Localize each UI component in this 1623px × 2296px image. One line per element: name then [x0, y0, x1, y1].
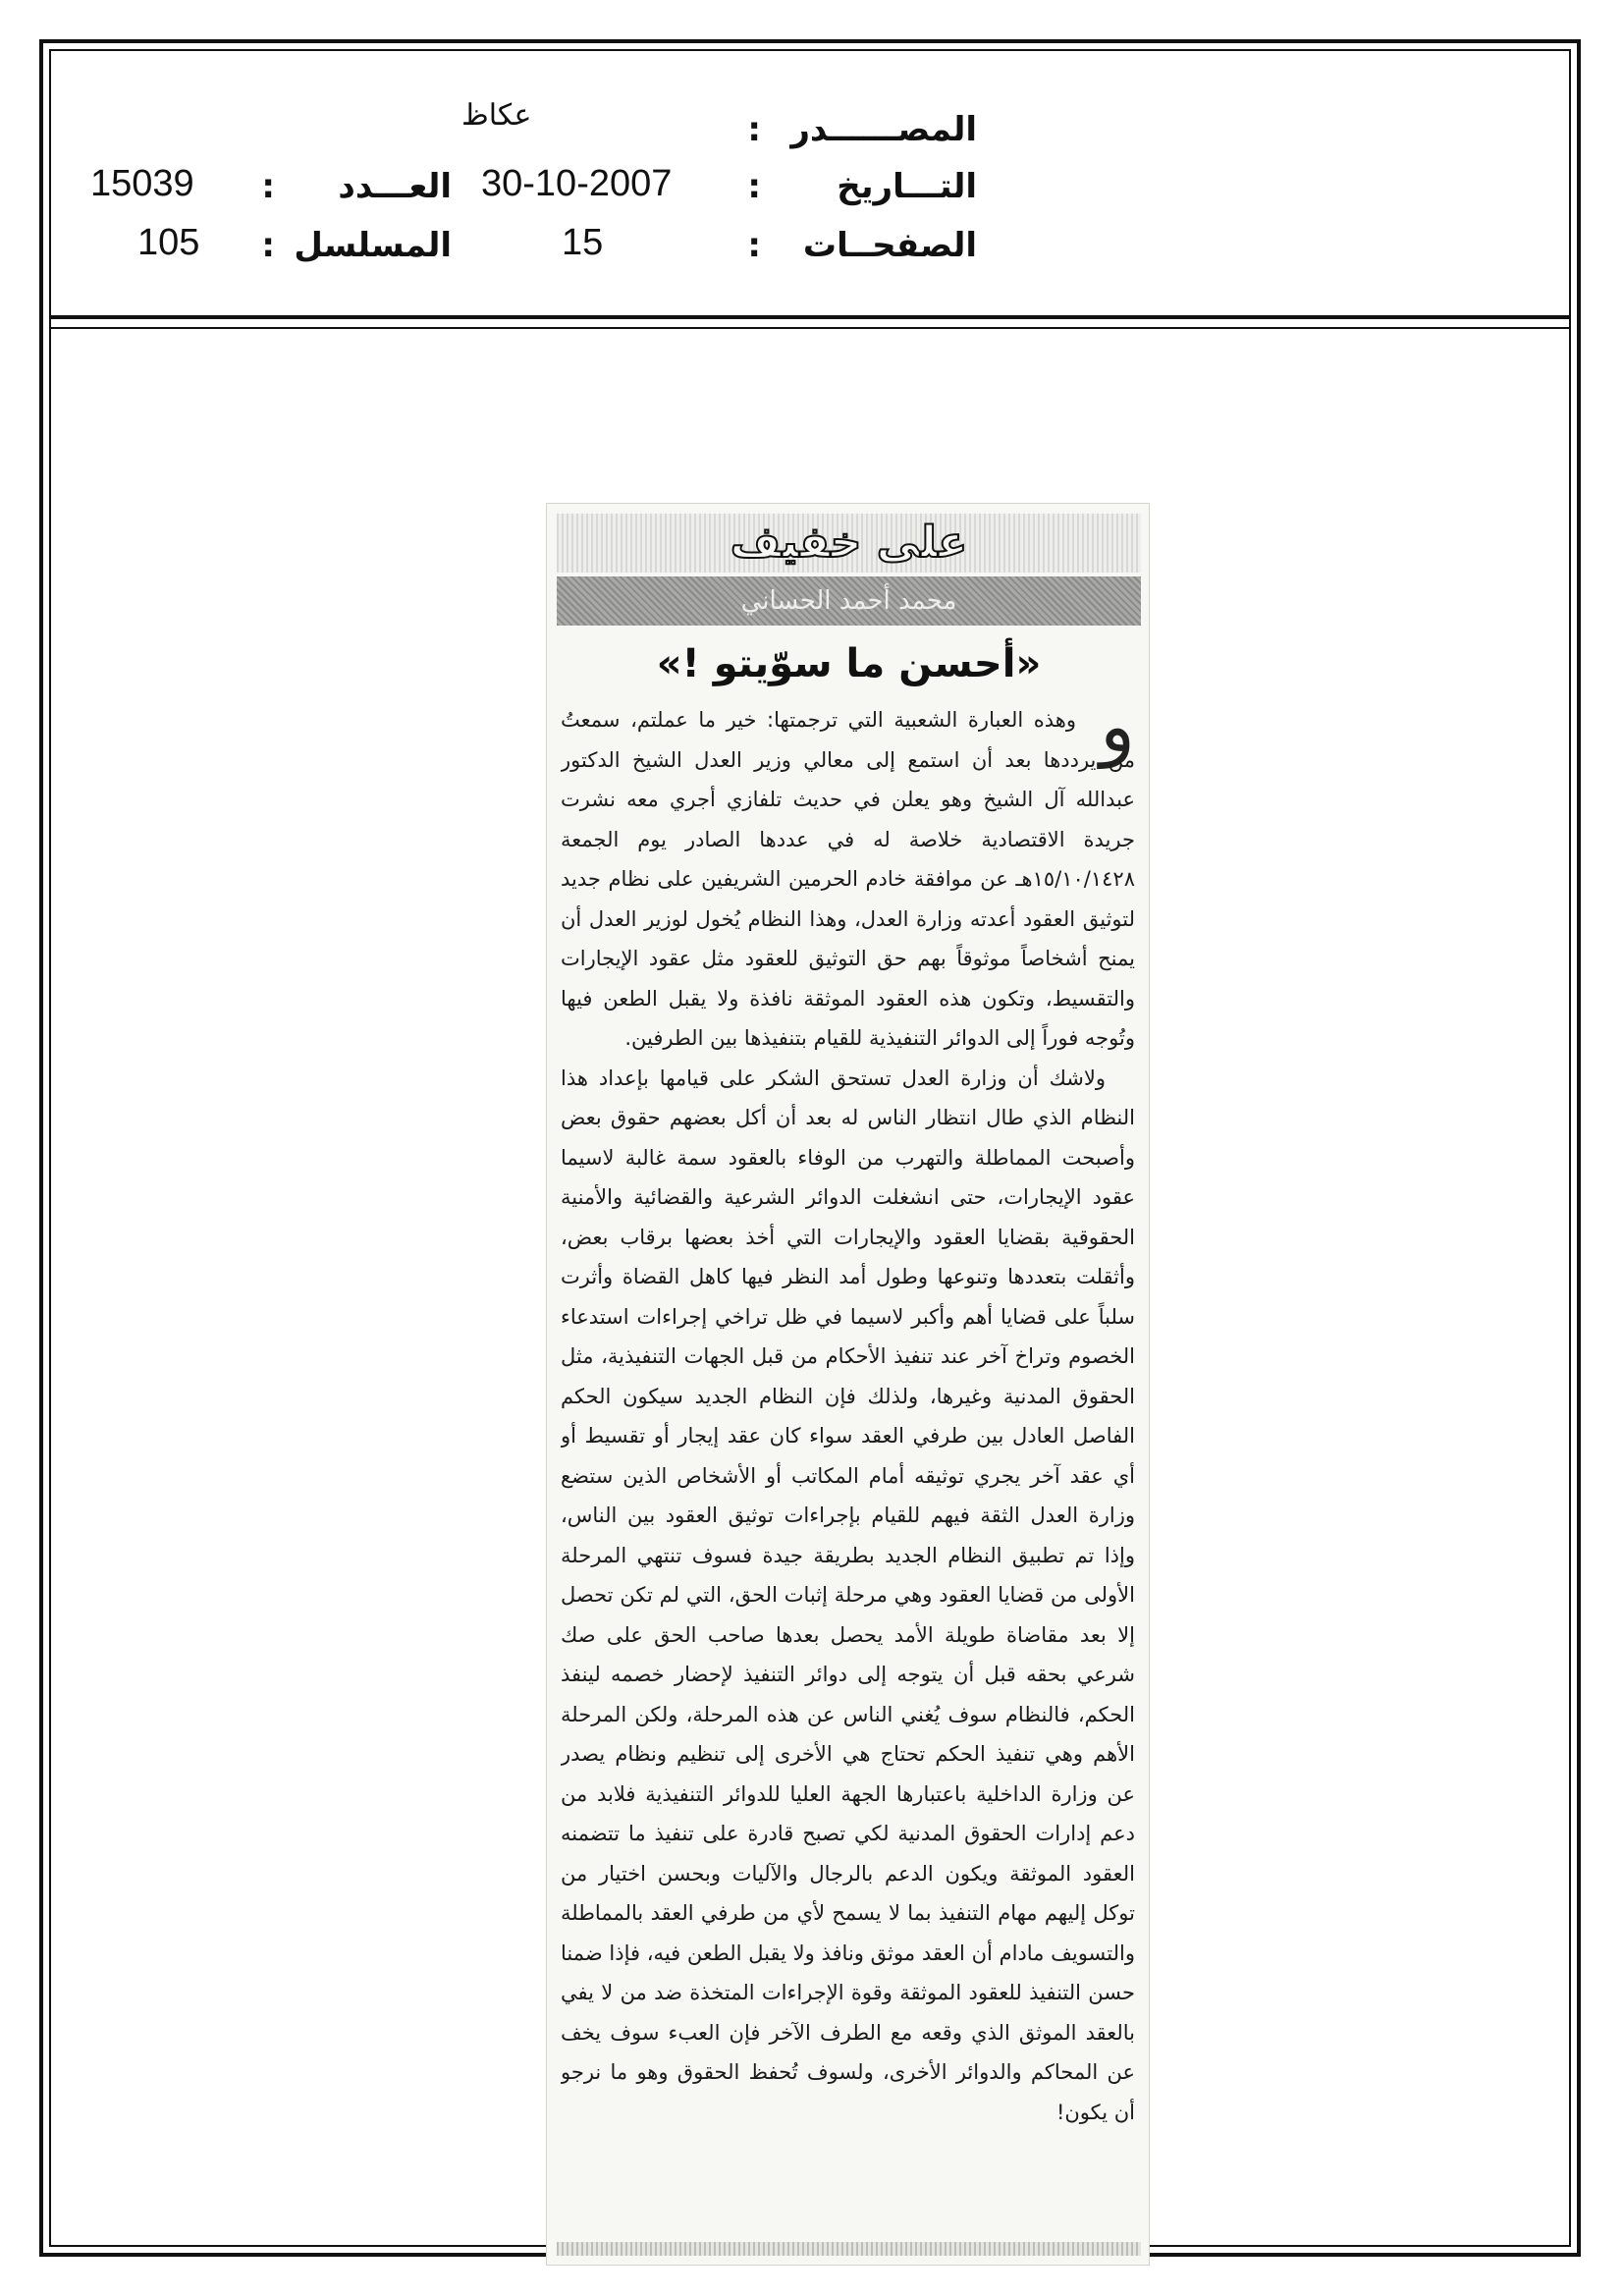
source-label: المصــــــدر	[790, 110, 977, 149]
article-body	[561, 700, 1135, 2222]
clipping-bottom-band	[557, 2242, 1141, 2256]
article-title: «أحسن ما سوّيتو !»	[656, 641, 1042, 686]
article-paragraph-1: وهذه العبارة الشعبية التي ترجمتها: خير ما عملتم، سمعتُ من يرددها بعد أن استمع إلى معالي وزير العدل الشيخ الدكتور عبدالله آل الشيخ وهو يعلن في حديث تلفازي أجري معه نشرت جريدة الاقتصادية خلاصة له في عددها الصادر يوم الجمعة ١٥/١٠/١٤٢٨هـ عن موافقة خادم الحرمين الشريفين على نظام جديد لتوثيق العقود أعدته وزارة العدل، وهذا النظام يُخول لوزير العدل أن يمنح أشخاصاً موثوقاً بهم حق التوثيق للعقود مثل عقود الإيجارات والتقسيط، وتكون هذه العقود الموثقة نافذة ولا يقبل الطعن فيها وتُوجه فوراً إلى الدوائر التنفيذية للقيام بتنفيذها بين الطرفين.	[561, 708, 1135, 1050]
issue-value: 15039	[90, 163, 194, 204]
source-value: عكاظ	[461, 99, 532, 132]
author-band	[557, 576, 1141, 626]
serial-label: المسلسل	[294, 226, 452, 265]
column-logo-band	[557, 514, 1141, 573]
column-logo: على خفيف	[730, 518, 968, 568]
serial-colon: :	[261, 226, 275, 265]
serial-value: 105	[137, 222, 200, 263]
date-label: التـــاريخ	[837, 167, 977, 206]
author-name: محمد أحمد الحساني	[740, 586, 957, 616]
pages-label: الصفحــات	[802, 226, 977, 265]
opening-quote-glyph: و	[1100, 684, 1135, 769]
pages-value: 15	[562, 222, 604, 263]
metadata-header	[49, 49, 1571, 319]
header-separator	[49, 327, 1571, 329]
article-paragraph-2: ولاشك أن وزارة العدل تستحق الشكر على قيامها بإعداد هذا النظام الذي طال انتظار الناس له بعد أن أكل بعضهم حقوق بعض وأصبحت المماطلة والتهرب من الوفاء بالعقود سمة غالبة لاسيما عقود الإيجارات، حتى انشغلت الدوائر الشرعية والقضائية والأمنية الحقوقية بقضايا العقود والإيجارات التي أخذ بعضها برقاب بعض، وأثقلت بتعددها وتنوعها وطول أمد النظر فيها كاهل القضاة وأثرت سلباً على قضايا أهم وأكبر لاسيما في ظل تراخي إجراءات استدعاء الخصوم وتراخ آخر عند تنفيذ الأحكام من قبل الجهات التنفيذية، مثل الحقوق المدنية وغيرها، ولذلك فإن النظام الجديد سيكون الحكم الفاصل العادل بين طرفي العقد سواء كان عقد إيجار أو تقسيط أو أي عقد آخر يجري توثيقه أمام المكاتب أو الأشخاص الذين ستضع وزارة العدل الثقة فيهم للقيام بإجراءات توثيق العقود بين الناس، وإذا تم تطبيق النظام الجديد بطريقة جيدة فسوف تنتهي المرحلة الأولى من قضايا العقود وهي مرحلة إثبات الحق، التي لم تكن تحصل إلا بعد مقاضاة طويلة الأمد يحصل بعدها صاحب الحق على صك شرعي بحقه قبل أن يتوجه إلى دوائر التنفيذ لإحضار خصمه لينفذ الحكم، فالنظام سوف يُغني الناس عن هذه المرحلة، ولكن المرحلة الأهم وهي تنفيذ الحكم تحتاج هي الأخرى إلى تنظيم ونظام يصدر عن وزارة الداخلية باعتبارها الجهة العليا للدوائر التنفيذية فلابد من دعم إدارات الحقوق المدنية لكي تصبح قادرة على تنفيذ ما تتضمنه العقود الموثقة ويكون الدعم بالرجال والآليات وبحسن اختيار من توكل إليهم مهام التنفيذ بما لا يسمح لأي من طرفي العقد بالمماطلة والتسويف مادام أن العقد موثق ونافذ ولا يقبل الطعن فيه، فإذا ضمنا حسن التنفيذ للعقود الموثقة وقوة الإجراءات المتخذة ضد من لا يفي بالعقد الموثق الذي وقعه مع الطرف الآخر فإن العبء سوف يخف عن المحاكم والدوائر الأخرى، ولسوف تُحفظ الحقوق وهو ما نرجو أن يكون!	[561, 1066, 1135, 2124]
issue-label: العـــدد	[338, 167, 452, 206]
source-colon: :	[747, 110, 761, 149]
newspaper-clipping	[546, 503, 1150, 2266]
date-colon: :	[747, 167, 761, 206]
date-value: 30-10-2007	[481, 163, 673, 204]
issue-colon: :	[261, 167, 275, 206]
pages-colon: :	[747, 226, 761, 265]
